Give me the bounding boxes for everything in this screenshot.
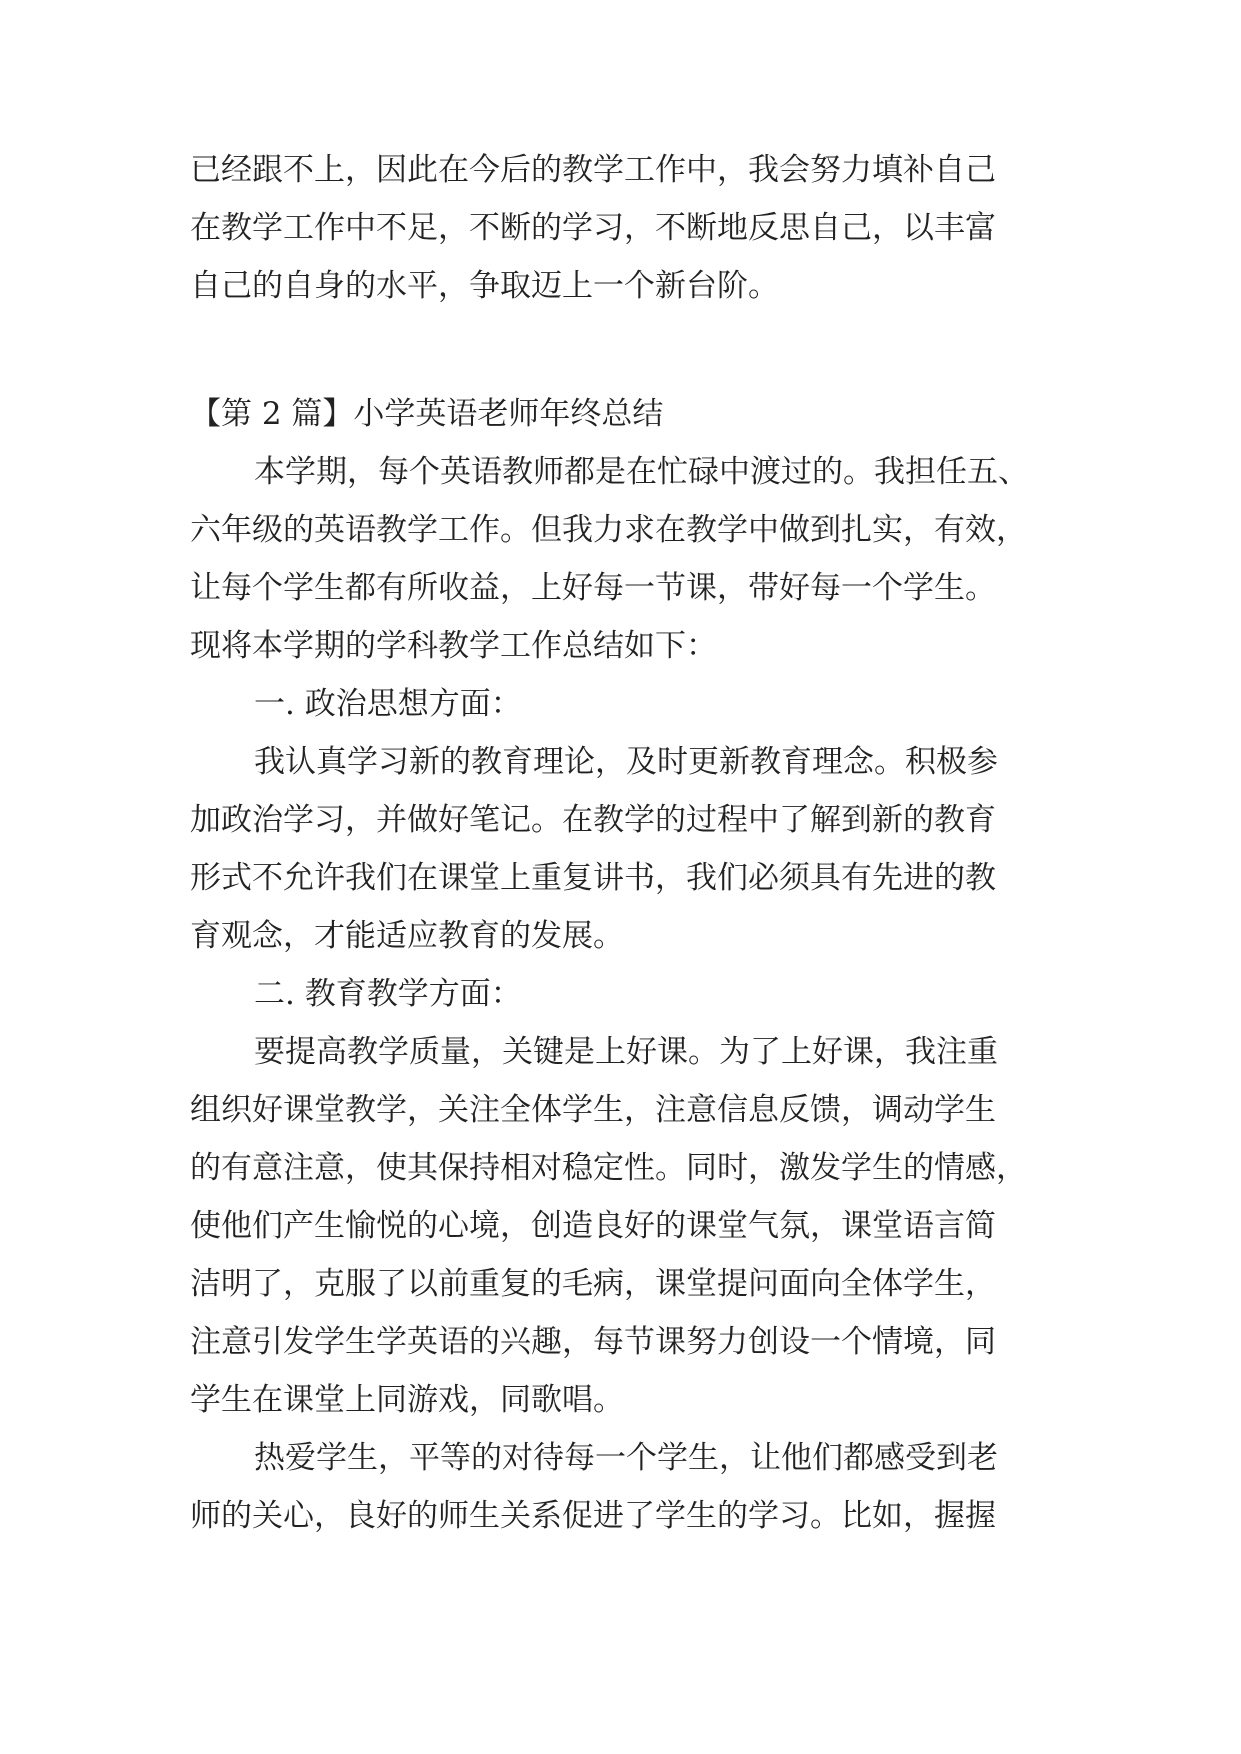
subsection-heading: 一. 政治思想方面：	[254, 686, 522, 722]
paragraph-line: 学生在课堂上同游戏，同歌唱。	[190, 1382, 624, 1418]
paragraph-line: 组织好课堂教学，关注全体学生，注意信息反馈，调动学生	[190, 1092, 996, 1128]
paragraph-line: 要提高教学质量，关键是上好课。为了上好课，我注重	[254, 1034, 998, 1070]
paragraph-line: 形式不允许我们在课堂上重复讲书，我们必须具有先进的教	[190, 860, 996, 896]
paragraph-line: 在教学工作中不足，不断的学习，不断地反思自己，以丰富	[190, 210, 996, 246]
paragraph-line: 育观念，才能适应教育的发展。	[190, 918, 624, 954]
subsection-heading: 二. 教育教学方面：	[254, 976, 522, 1012]
paragraph-line: 使他们产生愉悦的心境，创造良好的课堂气氛，课堂语言简	[190, 1208, 996, 1244]
paragraph-line: 洁明了，克服了以前重复的毛病，课堂提问面向全体学生，	[190, 1266, 996, 1302]
paragraph-line: 注意引发学生学英语的兴趣，每节课努力创设一个情境，同	[190, 1324, 996, 1360]
paragraph-line: 让每个学生都有所收益，上好每一节课，带好每一个学生。	[190, 570, 996, 606]
paragraph-line: 六年级的英语教学工作。但我力求在教学中做到扎实，有效，	[190, 512, 1027, 548]
paragraph-line: 加政治学习，并做好笔记。在教学的过程中了解到新的教育	[190, 802, 996, 838]
paragraph-line: 的有意注意，使其保持相对稳定性。同时，激发学生的情感，	[190, 1150, 1027, 1186]
paragraph-line: 自己的自身的水平，争取迈上一个新台阶。	[190, 268, 779, 304]
paragraph-line: 本学期，每个英语教师都是在忙碌中渡过的。我担任五、	[254, 454, 1029, 490]
paragraph-line: 现将本学期的学科教学工作总结如下：	[190, 628, 717, 664]
paragraph-line: 师的关心，良好的师生关系促进了学生的学习。比如，握握	[190, 1498, 996, 1534]
paragraph-line: 热爱学生，平等的对待每一个学生，让他们都感受到老	[254, 1440, 998, 1476]
paragraph-line: 已经跟不上，因此在今后的教学工作中，我会努力填补自己	[190, 152, 996, 188]
section-heading: 【第 2 篇】小学英语老师年终总结	[190, 396, 664, 432]
paragraph-line: 我认真学习新的教育理论，及时更新教育理念。积极参	[254, 744, 998, 780]
